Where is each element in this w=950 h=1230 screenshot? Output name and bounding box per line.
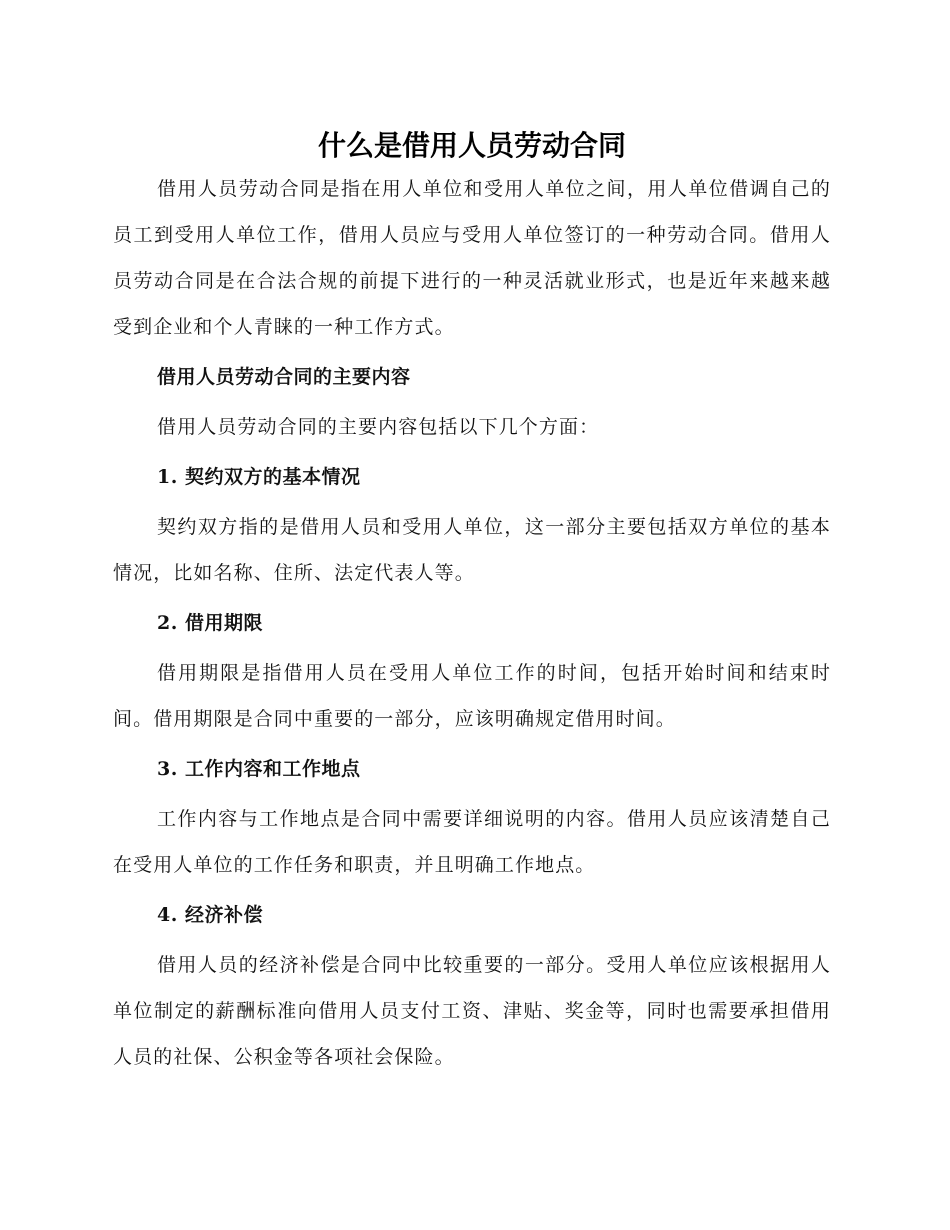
section-heading-2: 2. 借用期限	[157, 612, 263, 634]
intro-paragraph: 借用人员劳动合同是指在用人单位和受用人单位之间，用人单位借调自己的员工到受用人单位工作，借用人员应与受用人单位签订的一种劳动合同。借用人员劳动合同是在合法合规的前提下进行的一种灵活就业形式，也是近年来越来越受到企业和个人青睐的一种工作方式。	[113, 178, 831, 338]
section-heading-1: 1. 契约双方的基本情况	[157, 466, 361, 488]
main-content-heading: 借用人员劳动合同的主要内容	[157, 366, 411, 388]
section-body-3: 工作内容与工作地点是合同中需要详细说明的内容。借用人员应该清楚自己在受用人单位的工作任务和职责，并且明确工作地点。	[113, 808, 831, 876]
section-body-4: 借用人员的经济补偿是合同中比较重要的一部分。受用人单位应该根据用人单位制定的薪酬标准向借用人员支付工资、津贴、奖金等，同时也需要承担借用人员的社保、公积金等各项社会保险。	[113, 954, 831, 1068]
section-heading-4: 4. 经济补偿	[157, 904, 263, 926]
section-body-1: 契约双方指的是借用人员和受用人单位，这一部分主要包括双方单位的基本情况，比如名称、住所、法定代表人等。	[113, 516, 831, 584]
section-body-2: 借用期限是指借用人员在受用人单位工作的时间，包括开始时间和结束时间。借用期限是合同中重要的一部分，应该明确规定借用时间。	[113, 662, 831, 730]
document-title: 什么是借用人员劳动合同	[317, 129, 626, 162]
section-heading-3: 3. 工作内容和工作地点	[157, 758, 361, 780]
document-page	[113, 126, 831, 1080]
main-content-intro: 借用人员劳动合同的主要内容包括以下几个方面：	[157, 416, 600, 438]
